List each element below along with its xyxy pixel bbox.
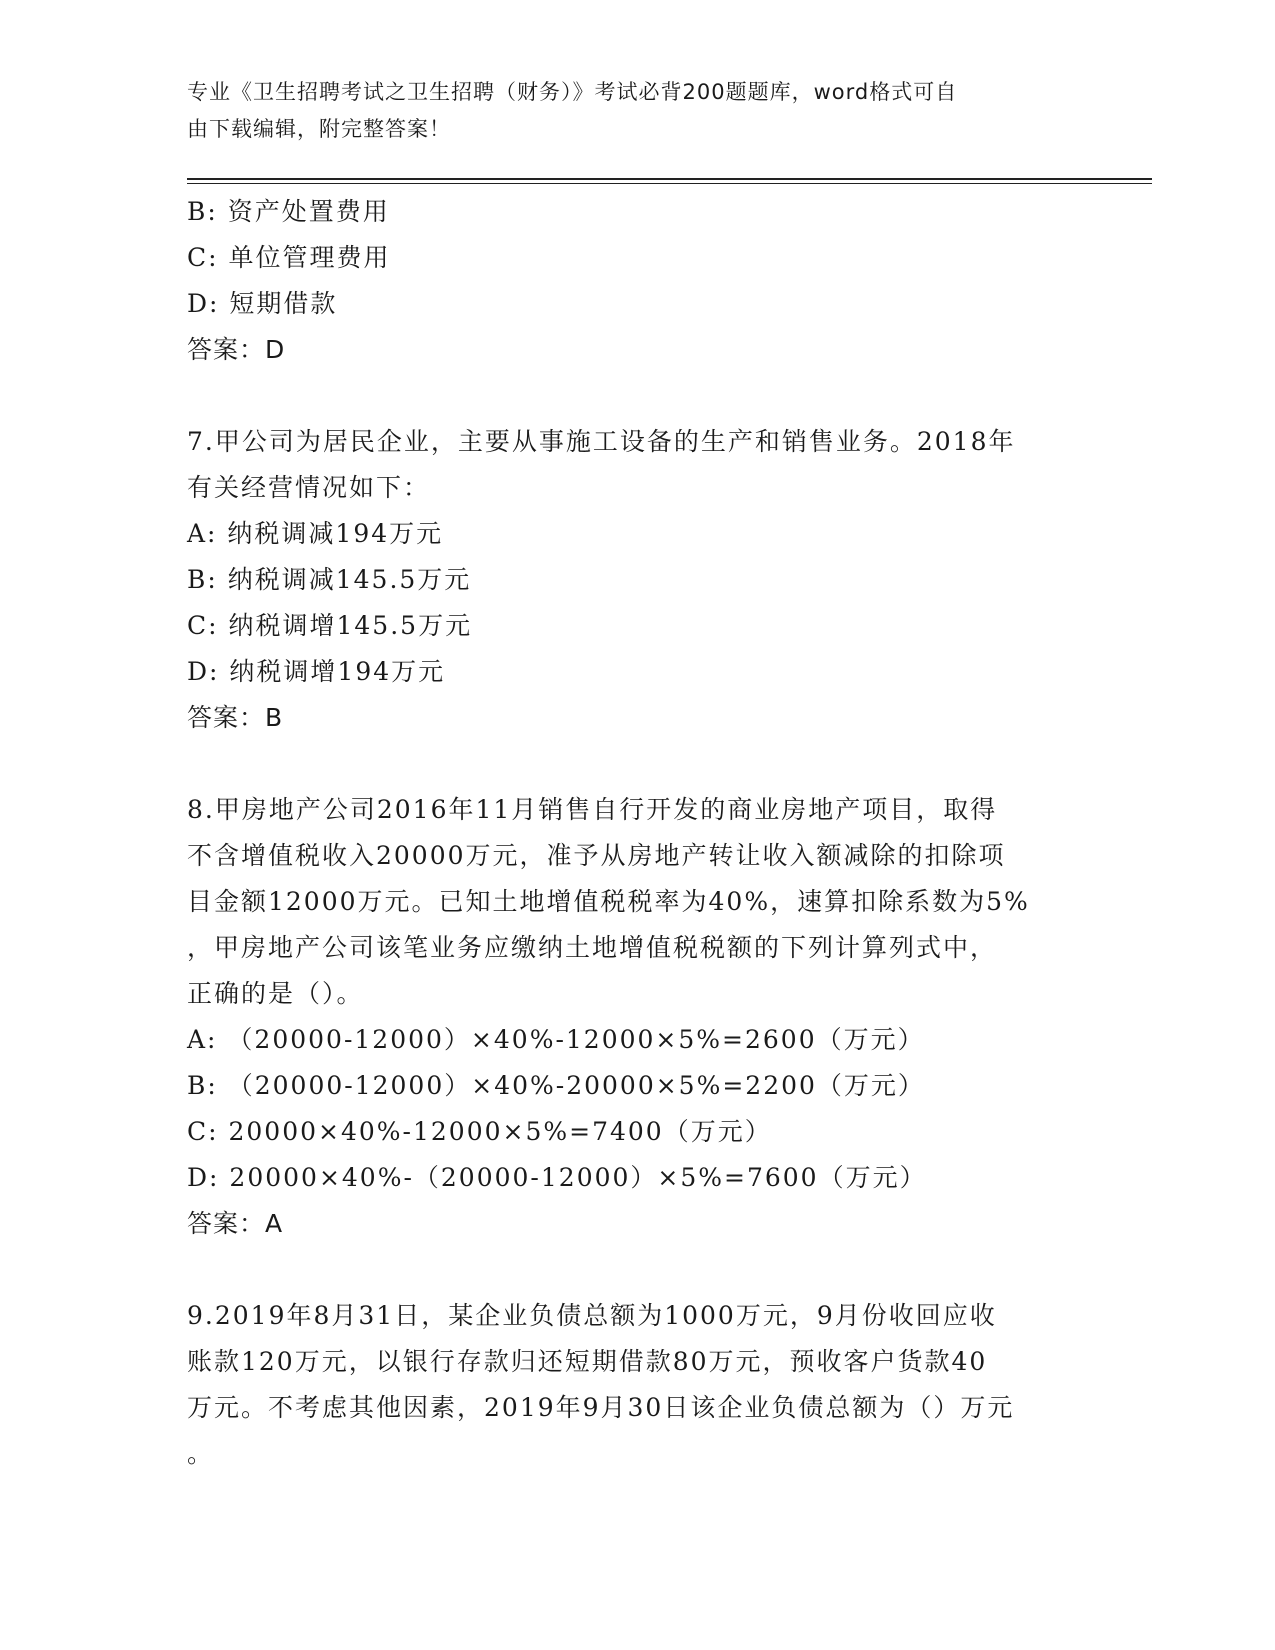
header-title-line-2: 由下载编辑，附完整答案！ bbox=[187, 117, 451, 141]
question-8-stem-line-2: 不含增值税收入20000万元，准予从房地产转让收入额减除的扣除项 bbox=[187, 841, 1006, 870]
spacer bbox=[187, 373, 1087, 419]
question-8-answer: 答案：A bbox=[187, 1209, 284, 1238]
question-7-block bbox=[187, 419, 1087, 741]
question-7-option-b: B: 纳税调减145.5万元 bbox=[187, 565, 472, 594]
question-9-block bbox=[187, 1293, 1087, 1477]
question-7-stem-line-2: 有关经营情况如下： bbox=[187, 473, 431, 502]
question-8-stem-line-5: 正确的是（）。 bbox=[187, 979, 364, 1008]
question-9-stem-line-4: 。 bbox=[187, 1439, 215, 1468]
question-7-answer: 答案：B bbox=[187, 703, 284, 732]
question-8-option-b: B: （20000-12000）×40%-20000×5%=2200（万元） bbox=[187, 1071, 925, 1100]
question-8-option-c: C: 20000×40%-12000×5%=7400（万元） bbox=[187, 1117, 772, 1146]
question-8-block bbox=[187, 787, 1087, 1247]
document-header bbox=[187, 74, 1067, 148]
question-7-stem-line-1: 7.甲公司为居民企业，主要从事施工设备的生产和销售业务。2018年 bbox=[187, 427, 1016, 456]
question-9-stem-line-2: 账款120万元，以银行存款归还短期借款80万元，预收客户货款40 bbox=[187, 1347, 988, 1376]
header-divider bbox=[187, 178, 1152, 180]
question-6-block bbox=[187, 189, 1087, 373]
header-divider-thin bbox=[187, 183, 1152, 184]
question-7-option-d: D: 纳税调增194万元 bbox=[187, 657, 446, 686]
question-9-stem-line-1: 9.2019年8月31日，某企业负债总额为1000万元，9月份收回应收 bbox=[187, 1301, 997, 1330]
question-8-stem-line-1: 8.甲房地产公司2016年11月销售自行开发的商业房地产项目，取得 bbox=[187, 795, 998, 824]
question-8-option-a: A: （20000-12000）×40%-12000×5%=2600（万元） bbox=[187, 1025, 925, 1054]
question-8-stem-line-4: ，甲房地产公司该笔业务应缴纳土地增值税税额的下列计算列式中， bbox=[187, 933, 998, 962]
question-9-stem-line-3: 万元。不考虑其他因素，2019年9月30日该企业负债总额为（）万元 bbox=[187, 1393, 1015, 1422]
question-6-option-d: D: 短期借款 bbox=[187, 289, 338, 318]
document-body bbox=[187, 189, 1087, 1477]
question-6-option-b: B: 资产处置费用 bbox=[187, 197, 390, 226]
question-7-option-c: C: 纳税调增145.5万元 bbox=[187, 611, 473, 640]
spacer bbox=[187, 1247, 1087, 1293]
question-8-stem-line-3: 目金额12000万元。已知土地增值税税率为40%，速算扣除系数为5% bbox=[187, 887, 1030, 916]
header-title-line-1: 专业《卫生招聘考试之卫生招聘（财务）》考试必背200题题库，word格式可自 bbox=[187, 80, 958, 104]
question-7-option-a: A: 纳税调减194万元 bbox=[187, 519, 444, 548]
spacer bbox=[187, 741, 1087, 787]
question-6-answer: 答案：D bbox=[187, 335, 286, 364]
question-6-option-c: C: 单位管理费用 bbox=[187, 243, 391, 272]
question-8-option-d: D: 20000×40%-（20000-12000）×5%=7600（万元） bbox=[187, 1163, 927, 1192]
